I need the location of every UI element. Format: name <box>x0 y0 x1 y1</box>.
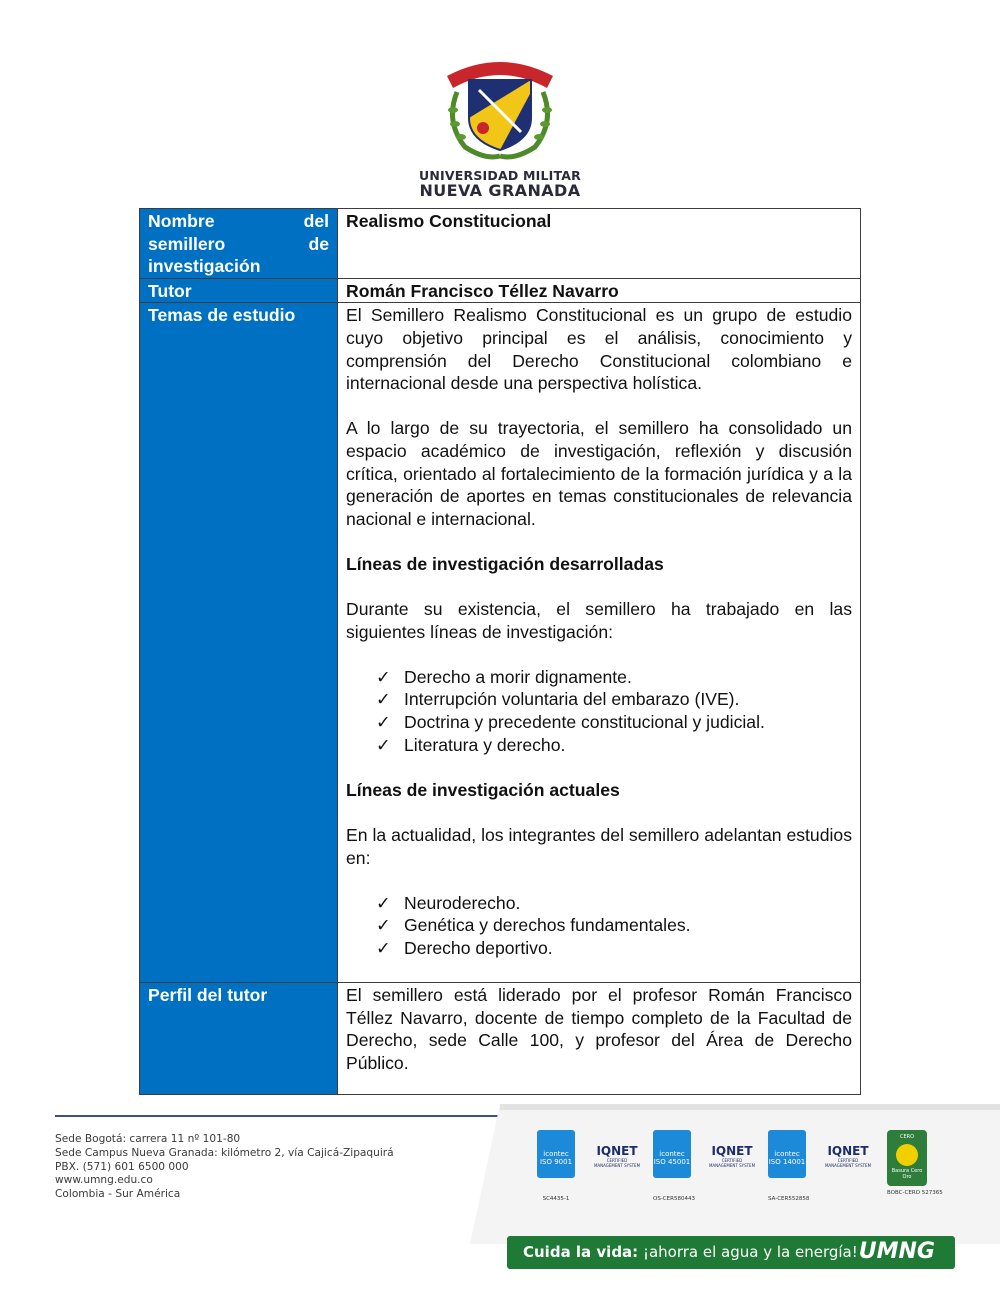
check-icon: ✓ <box>376 915 391 936</box>
iqnet-icon: IQNET CERTIFIED MANAGEMENT SYSTEM <box>824 1144 872 1168</box>
temas-paragraph: El Semillero Realismo Constitucional es un grupo de estudio cuyo objetivo principal es el análisis, conocimiento y comprensión del Derecho Constitucional colombiano e internacional desde una perspectiva holística. <box>346 305 852 394</box>
list-item: ✓ Neuroderecho. <box>376 892 521 913</box>
table-row <box>140 983 861 1095</box>
list-lineas-desarrolladas <box>346 666 852 756</box>
semillero-info-table <box>139 208 861 1095</box>
label-word: investigación <box>148 256 261 277</box>
iqnet-icon: IQNET CERTIFIED MANAGEMENT SYSTEM <box>593 1144 641 1168</box>
footer-rule <box>55 1115 500 1117</box>
label-word: semillero <box>148 233 226 254</box>
footer-line: Sede Bogotá: carrera 11 nº 101-80 <box>55 1133 241 1145</box>
value-perfil-tutor <box>338 983 861 1095</box>
label-word: Nombre <box>148 211 215 231</box>
icontec-badge: icontec ISO 9001 SC4435-1 <box>537 1130 575 1202</box>
umng-logo: UMNG <box>858 1239 935 1264</box>
check-icon: ✓ <box>376 938 391 958</box>
iqnet-icon: IQNET CERTIFIED MANAGEMENT SYSTEM <box>708 1144 756 1168</box>
icontec-icon: icontec ISO 14001 <box>768 1130 806 1178</box>
list-item: ✓ Genética y derechos fundamentales. <box>376 915 691 936</box>
university-name-line1: UNIVERSIDAD MILITAR <box>419 168 581 183</box>
value-tutor: Román Francisco Téllez Navarro <box>338 278 861 303</box>
basura-cero-badge: CERO Basura Cero Oro BOBC-CERO 527365 <box>887 1130 943 1196</box>
basura-cero-icon: CERO Basura Cero Oro <box>887 1130 927 1186</box>
check-icon: ✓ <box>376 666 391 687</box>
label-word: de <box>308 233 329 254</box>
icontec-icon: icontec ISO 9001 <box>537 1130 575 1178</box>
list-item: ✓ Derecho deportivo. <box>376 938 553 958</box>
temas-paragraph: Durante su existencia, el semillero ha trabajado en las siguientes líneas de investigación: <box>346 599 852 642</box>
footer-line: Colombia - Sur América <box>55 1188 181 1201</box>
footer-line: PBX. (571) 601 6500 000 <box>55 1160 189 1173</box>
icontec-icon: icontec ISO 45001 <box>653 1130 691 1178</box>
banner-slogan: Cuida la vida: ¡ahorra el agua y la energía! <box>523 1243 858 1261</box>
icontec-badge: icontec ISO 14001 SA-CER552858 <box>768 1130 809 1202</box>
check-icon: ✓ <box>376 734 391 755</box>
temas-paragraph: En la actualidad, los integrantes del semillero adelantan estudios en: <box>346 825 852 868</box>
label-tutor: Tutor <box>140 278 338 303</box>
temas-paragraph: A lo largo de su trayectoria, el semillero ha consolidado un espacio académico de investigación, reflexión y discusión crítica, orientado al fortalecimiento de la formación jurídica y a la generación de aportes en temas constitucionales de relevancia nacional e internacional. <box>346 418 852 529</box>
value-nombre-semillero: Realismo Constitucional <box>338 209 861 279</box>
university-crest-icon <box>435 52 565 164</box>
list-item: ✓ Derecho a morir dignamente. <box>376 666 632 687</box>
certification-badges <box>537 1130 943 1210</box>
list-lineas-actuales <box>346 892 852 960</box>
icontec-badge: icontec ISO 45001 OS-CER580443 <box>653 1130 695 1202</box>
footer-link[interactable]: www.umng.edu.co <box>55 1174 153 1187</box>
check-icon: ✓ <box>376 689 391 710</box>
section-heading-actuales: Líneas de investigación actuales <box>346 779 620 800</box>
iqnet-badge <box>592 1130 642 1178</box>
university-name <box>0 170 1000 199</box>
list-item: ✓ Literatura y derecho. <box>376 734 566 755</box>
iqnet-badge <box>823 1130 873 1178</box>
iqnet-badge <box>707 1130 757 1178</box>
list-item: ✓ Interrupción voluntaria del embarazo (IVE). <box>376 689 740 710</box>
check-icon: ✓ <box>376 892 391 913</box>
value-temas <box>338 303 861 983</box>
label-temas: Temas de estudio <box>140 303 338 983</box>
table-row <box>140 209 861 279</box>
footer-banner <box>507 1236 955 1269</box>
university-name-line2: NUEVA GRANADA <box>419 180 581 200</box>
section-heading-desarrolladas: Líneas de investigación desarrolladas <box>346 553 664 574</box>
label-perfil-tutor: Perfil del tutor <box>140 983 338 1095</box>
check-icon: ✓ <box>376 712 391 733</box>
table-row <box>140 278 861 303</box>
perfil-paragraph: El semillero está liderado por el profesor Román Francisco Téllez Navarro, docente de tiempo completo de la Facultad de Derecho, sede Calle 100, y profesor del Área de Derecho Público. <box>346 985 852 1073</box>
footer-line: Sede Campus Nueva Granada: kilómetro 2, vía Cajicá-Zipaquirá <box>55 1146 394 1159</box>
table-row <box>140 303 861 983</box>
university-logo <box>0 52 1000 199</box>
footer-address <box>55 1133 394 1202</box>
label-word: del <box>303 211 329 231</box>
list-item: ✓ Doctrina y precedente constitucional y judicial. <box>376 712 765 733</box>
label-nombre-semillero <box>140 209 338 279</box>
